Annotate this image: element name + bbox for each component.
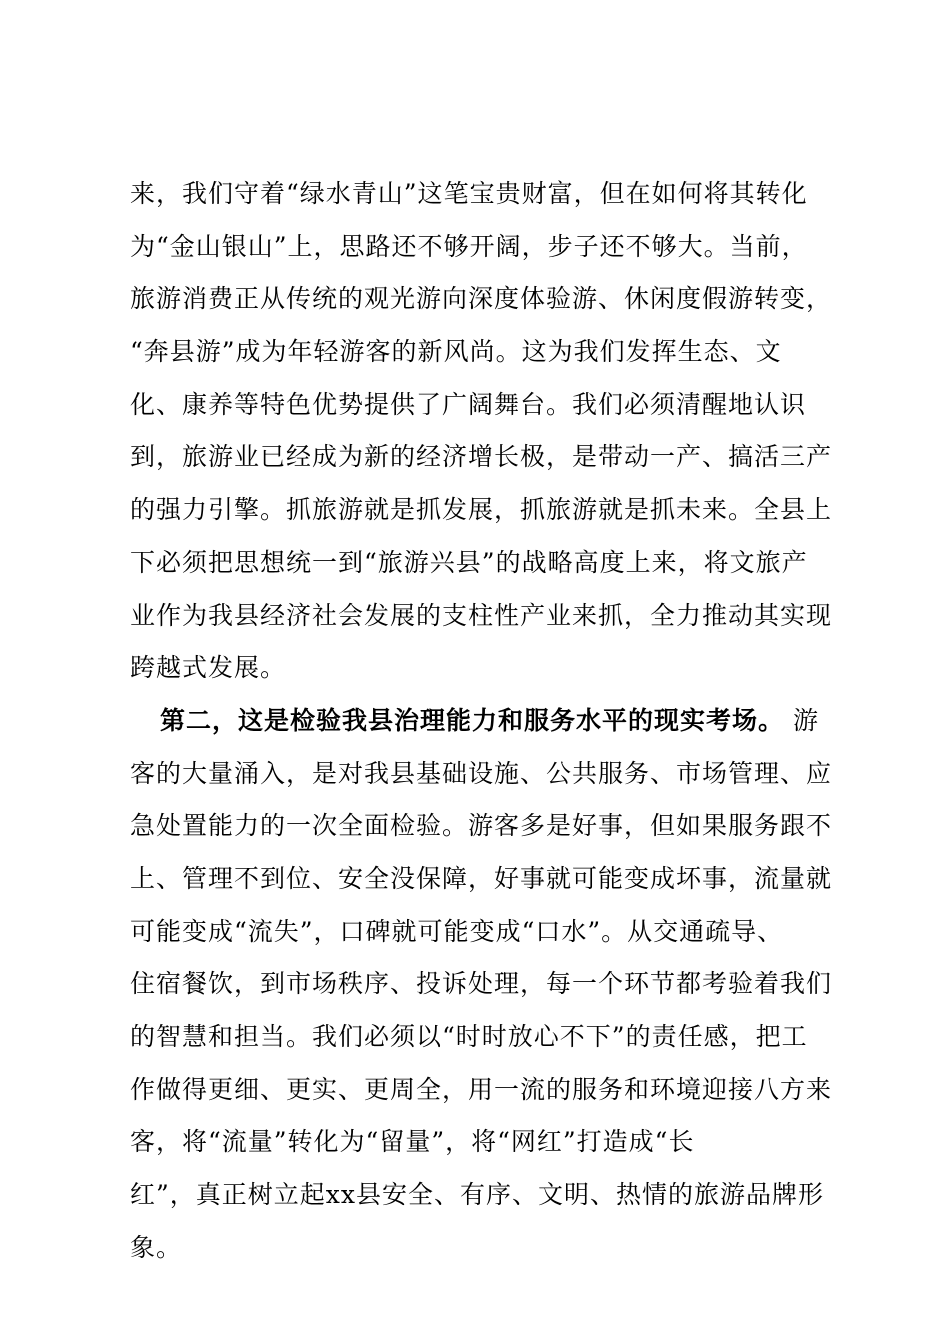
paragraph-text: 游 (784, 705, 819, 735)
document-body (130, 168, 833, 1274)
paragraph-line: 业作为我县经济社会发展的支柱性产业来抓，全力推动其实现 (130, 600, 833, 630)
paragraph-line: 客的大量涌入，是对我县基础设施、公共服务、市场管理、应 (130, 758, 833, 788)
paragraph-line: 急处置能力的一次全面检验。游客多是好事，但如果服务跟不 (130, 811, 833, 841)
paragraph-line: 上、管理不到位、安全没保障，好事就可能变成坏事，流量就 (130, 863, 833, 893)
paragraph-line: 为“金山银山”上，思路还不够开阔，步子还不够大。当前， (130, 231, 808, 261)
paragraph-line: 象。 (130, 1232, 183, 1262)
paragraph-line: “奔县游”成为年轻游客的新风尚。这为我们发挥生态、文 (130, 337, 782, 367)
paragraph-line: 红”，真正树立起xx县安全、有序、文明、热情的旅游品牌形 (130, 1180, 824, 1210)
section-heading-line (130, 695, 830, 748)
paragraph-line: 的强力引擎。抓旅游就是抓发展，抓旅游就是抓未来。全县上 (130, 495, 833, 525)
paragraph-line: 旅游消费正从传统的观光游向深度体验游、休闲度假游转变， (130, 284, 833, 314)
paragraph-line: 跨越式发展。 (130, 653, 287, 683)
paragraph-line: 作做得更细、更实、更周全，用一流的服务和环境迎接八方来 (130, 1074, 833, 1104)
paragraph-line: 的智慧和担当。我们必须以“时时放心不下”的责任感，把工 (130, 1022, 808, 1051)
paragraph-line: 来，我们守着“绿水青山”这笔宝贵财富，但在如何将其转化 (130, 179, 808, 208)
paragraph-line: 到，旅游业已经成为新的经济增长极，是带动一产、搞活三产 (130, 442, 833, 472)
paragraph-line: 化、康养等特色优势提供了广阔舞台。我们必须清醒地认识 (130, 389, 807, 419)
paragraph-line: 可能变成“流失”，口碑就可能变成“口水”。从交通疏导、 (130, 916, 784, 946)
paragraph-line: 客，将“流量”转化为“留量”，将“网红”打造成“长 (130, 1127, 695, 1157)
paragraph-line: 住宿餐饮，到市场秩序、投诉处理，每一个环节都考验着我们 (130, 969, 833, 999)
paragraph-line: 下必须把思想统一到“旅游兴县”的战略高度上来，将文旅产 (130, 547, 808, 577)
section-heading: 第二，这是检验我县治理能力和服务水平的现实考场。 (160, 705, 785, 735)
